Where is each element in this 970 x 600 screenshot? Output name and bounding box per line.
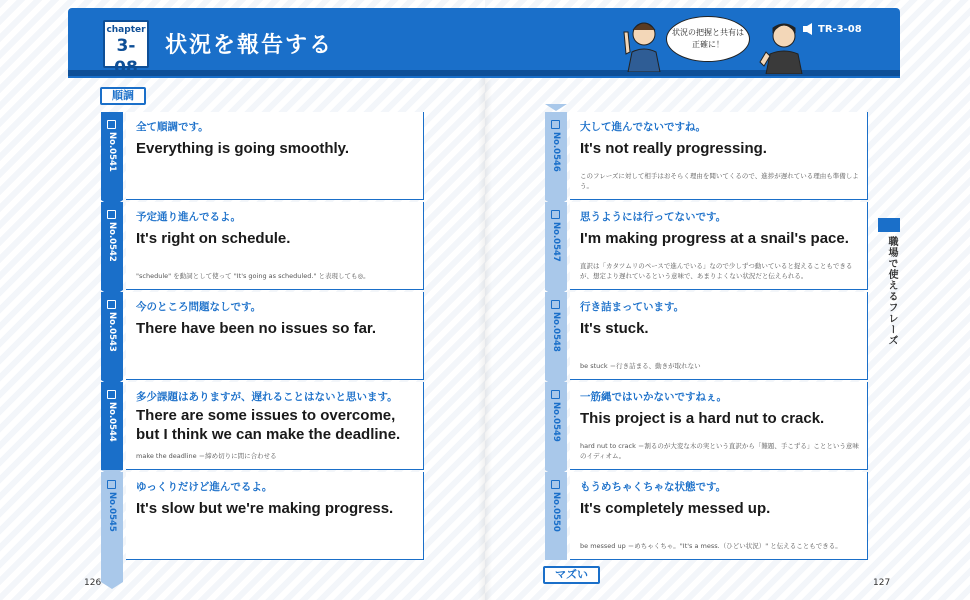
phrase-english: There have been no issues so far.	[136, 320, 377, 337]
phrase-japanese: もうめちゃくちゃな状態です。	[580, 481, 727, 493]
phrase-japanese: 一筋縄ではいかないですねぇ。	[580, 391, 727, 403]
phrase-number: No.0549	[551, 402, 561, 442]
phrase-card	[570, 112, 868, 200]
page-title: 状況を報告する	[165, 33, 334, 58]
phrase-japanese: 予定通り進んでるよ。	[136, 211, 241, 223]
page-number-left: 126	[84, 578, 102, 588]
phrase-english: It's not really progressing.	[580, 140, 767, 157]
book-gutter	[478, 70, 492, 600]
phrase-number: No.0546	[551, 132, 561, 172]
person-left-illustration	[620, 14, 664, 72]
number-marker	[101, 472, 123, 582]
arrow-chevron	[545, 380, 567, 387]
checkbox-icon[interactable]	[551, 390, 560, 399]
checkbox-icon[interactable]	[107, 300, 116, 309]
number-marker	[101, 292, 123, 380]
number-marker	[545, 292, 567, 380]
phrase-card	[126, 472, 424, 560]
phrase-card	[570, 292, 868, 380]
phrase-note: be stuck ＝行き詰まる、動きが取れない	[580, 362, 701, 370]
chapter-badge	[103, 20, 149, 78]
chapter-word: chapter	[106, 25, 146, 35]
arrow-head-top	[545, 104, 567, 111]
phrase-card	[570, 202, 868, 290]
phrase-english: I'm making progress at a snail's pace.	[580, 230, 849, 247]
person-right-illustration	[758, 18, 806, 74]
number-marker	[545, 382, 567, 470]
phrase-english: This project is a hard nut to crack.	[580, 410, 825, 427]
number-marker	[545, 202, 567, 290]
phrase-english: It's slow but we're making progress.	[136, 500, 394, 517]
phrase-number: No.0542	[107, 222, 117, 262]
phrase-note: "schedule" を動詞として使って "It's going as scheduled." と表現しても◎。	[136, 272, 370, 280]
phrase-card	[126, 292, 424, 380]
checkbox-icon[interactable]	[551, 210, 560, 219]
phrase-note: be messed up ＝めちゃくちゃ。"It's a mess.（ひどい状況）" と伝えることもできる。	[580, 542, 842, 550]
checkbox-icon[interactable]	[107, 480, 116, 489]
checkbox-icon[interactable]	[551, 120, 560, 129]
track-label: TR-3-08	[818, 24, 862, 35]
arrow-chevron	[101, 290, 123, 297]
page-number-right: 127	[873, 578, 891, 588]
phrase-english: It's right on schedule.	[136, 230, 291, 247]
phrase-card	[126, 112, 424, 200]
checkbox-icon[interactable]	[551, 300, 560, 309]
phrase-japanese: 多少課題はありますが、遅れることはないと思います。	[136, 391, 398, 403]
phrase-note: 直訳は「カタツムリのペースで進んでいる」なので少しずつ動いていると捉えることもできるが、想定より遅れているという意味で、あまりよくない状況だと伝えられる。	[580, 262, 853, 280]
checkbox-icon[interactable]	[107, 210, 116, 219]
arrow-chevron	[545, 470, 567, 477]
checkbox-icon[interactable]	[107, 120, 116, 129]
side-tab-marker	[878, 218, 900, 232]
phrase-number: No.0544	[107, 402, 117, 442]
phrase-english: Everything is going smoothly.	[136, 140, 350, 157]
phrase-japanese: 行き詰まっています。	[580, 301, 685, 313]
phrase-english: It's stuck.	[580, 320, 649, 337]
arrow-head-bottom	[101, 582, 123, 589]
tag-smooth: 順調	[100, 87, 146, 105]
phrase-english: There are some issues to overcome, but I think we can make the deadline.	[136, 407, 401, 443]
phrase-card	[126, 382, 424, 470]
phrase-card	[570, 472, 868, 560]
chapter-number: 3-08	[114, 36, 138, 78]
checkbox-icon[interactable]	[551, 480, 560, 489]
checkbox-icon[interactable]	[107, 390, 116, 399]
tag-bad: マズい	[543, 566, 600, 584]
phrase-card	[126, 202, 424, 290]
phrase-japanese: 全て順調です。	[136, 121, 209, 133]
phrase-english: It's completely messed up.	[580, 500, 771, 517]
speech-line-1: 状況の把握と共有は	[672, 28, 744, 37]
speech-line-2: 正確に！	[692, 40, 724, 49]
phrase-card	[570, 382, 868, 470]
phrase-japanese: 今のところ問題なしです。	[136, 301, 262, 313]
phrase-number: No.0541	[107, 132, 117, 172]
phrase-number: No.0547	[551, 222, 561, 262]
phrase-number: No.0545	[107, 492, 117, 532]
number-marker	[101, 382, 123, 470]
number-marker	[101, 112, 123, 200]
speech-bubble	[666, 16, 750, 62]
arrow-chevron	[101, 380, 123, 387]
phrase-number: No.0543	[107, 312, 117, 352]
number-marker	[545, 112, 567, 200]
arrow-chevron	[101, 200, 123, 207]
arrow-chevron	[101, 470, 123, 477]
speaker-icon[interactable]	[802, 22, 816, 36]
phrase-number: No.0550	[551, 492, 561, 532]
phrase-number: No.0548	[551, 312, 561, 352]
number-marker	[545, 472, 567, 560]
side-section-label: 職場で使えるフレーズ	[886, 236, 897, 346]
arrow-chevron	[545, 290, 567, 297]
phrase-japanese: 思うようには行ってないです。	[580, 211, 727, 223]
phrase-japanese: 大して進んでないですね。	[580, 121, 706, 133]
phrase-note: hard nut to crack ＝割るのが大変な木の実という直訳から「難題、手こずる」ことという意味のイディオム。	[580, 442, 859, 460]
phrase-note: make the deadline ＝締め切りに間に合わせる	[136, 452, 277, 460]
number-marker	[101, 202, 123, 290]
phrase-japanese: ゆっくりだけど進んでるよ。	[136, 481, 273, 493]
phrase-note: このフレーズに対して相手はおそらく理由を聞いてくるので、進捗が遅れている理由も準備しよう。	[580, 172, 859, 190]
arrow-chevron	[545, 200, 567, 207]
